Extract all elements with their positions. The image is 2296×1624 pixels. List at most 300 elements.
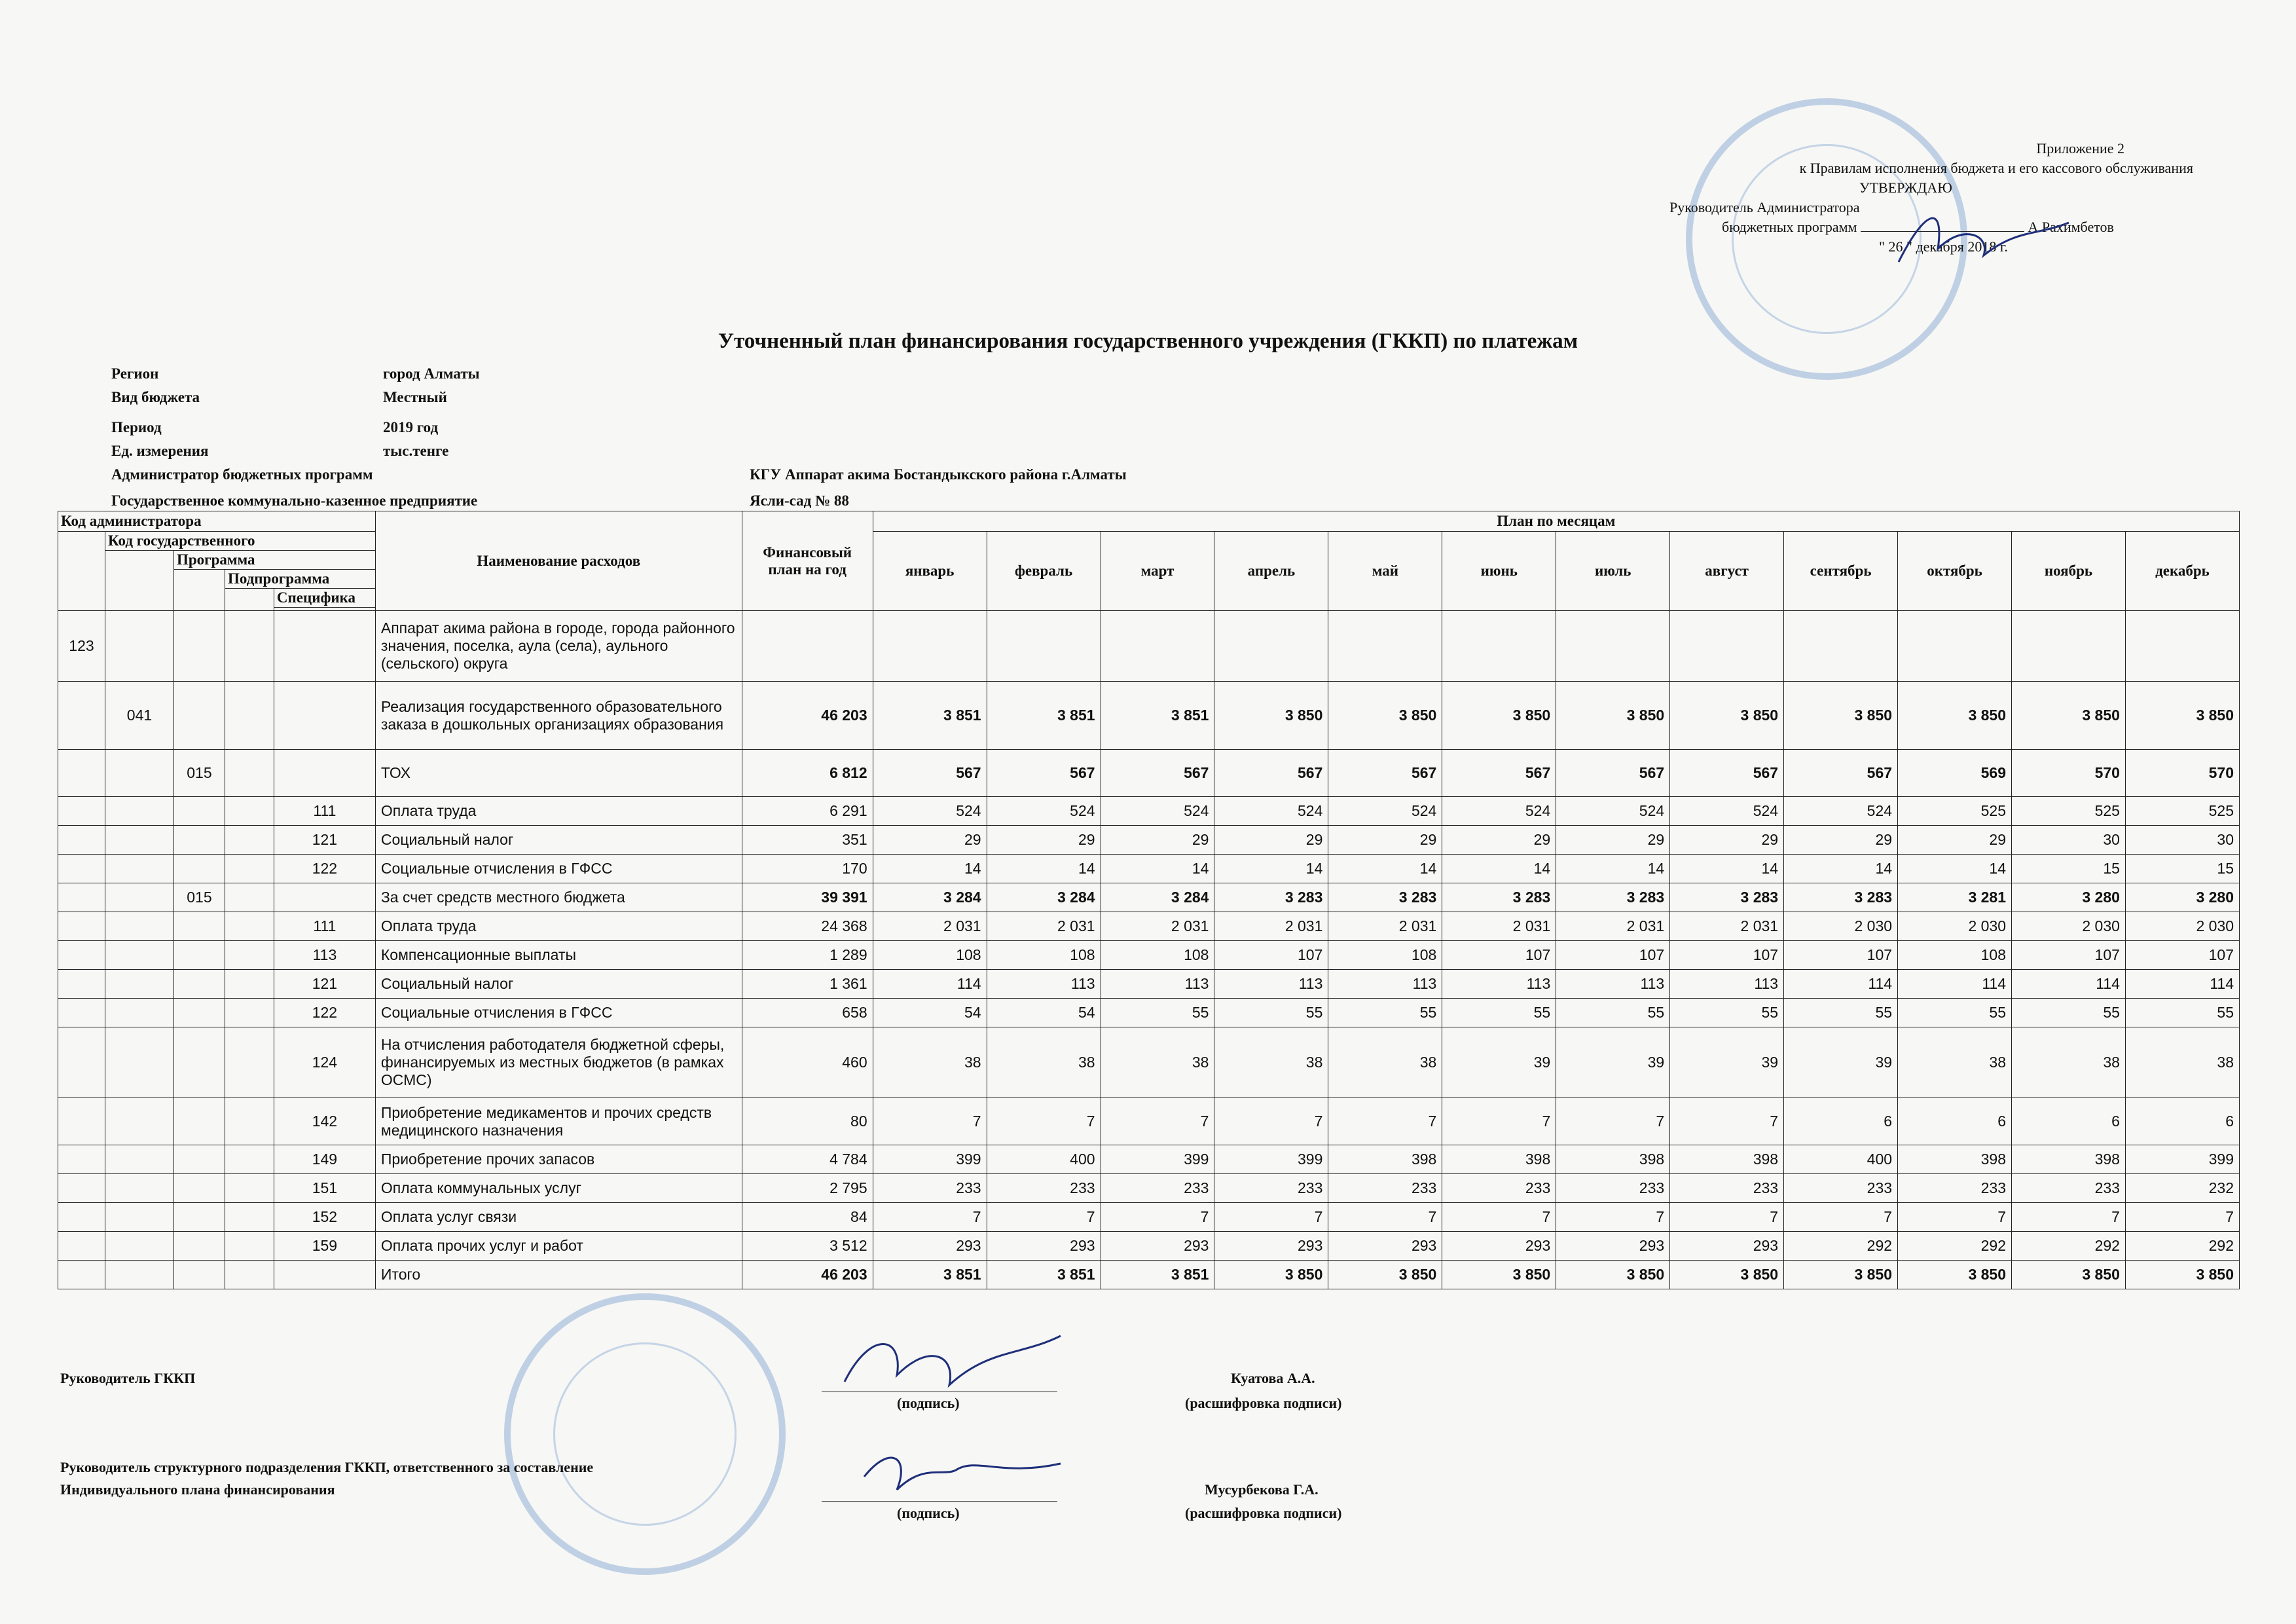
admin-label: Администратор бюджетных программ <box>111 466 373 483</box>
month-header: август <box>1670 532 1784 611</box>
cell-subprogram-code <box>173 1174 225 1203</box>
head-line2-text: бюджетных программ <box>1722 219 1857 235</box>
cell-blank <box>225 1203 274 1232</box>
cell-month-value: 399 <box>1101 1145 1214 1174</box>
cell-annual-plan: 4 784 <box>742 1145 873 1174</box>
cell-blank <box>225 750 274 797</box>
cell-month-value: 7 <box>1214 1098 1328 1145</box>
header-blank-2 <box>105 551 173 611</box>
cell-month-value <box>1101 611 1214 682</box>
table-row <box>58 1174 2240 1203</box>
cell-month-value: 233 <box>2012 1174 2126 1203</box>
cell-month-value: 55 <box>1328 999 1442 1027</box>
region-label: Регион <box>111 365 159 382</box>
page-title: Уточненный план финансирования государственного учреждения (ГККП) по платежам <box>718 329 1578 353</box>
cell-month-value: 55 <box>1556 999 1670 1027</box>
cell-month-value: 7 <box>1442 1203 1556 1232</box>
cell-month-value: 3 850 <box>1898 1261 2012 1289</box>
cell-annual-plan: 2 795 <box>742 1174 873 1203</box>
cell-month-value: 3 850 <box>2012 682 2126 750</box>
cell-month-value: 55 <box>1442 999 1556 1027</box>
header-blank-4 <box>225 589 274 611</box>
month-header: февраль <box>987 532 1101 611</box>
cell-blank <box>225 1098 274 1145</box>
cell-month-value <box>1670 611 1784 682</box>
cell-month-value: 29 <box>1101 826 1214 855</box>
cell-month-value <box>873 611 987 682</box>
cell-subprogram-code <box>173 1261 225 1289</box>
cell-month-value: 293 <box>873 1232 987 1261</box>
cell-month-value: 567 <box>873 750 987 797</box>
cell-month-value: 3 851 <box>987 682 1101 750</box>
cell-month-value: 3 283 <box>1328 883 1442 912</box>
cell-specific-code: 124 <box>274 1027 375 1098</box>
cell-annual-plan: 3 512 <box>742 1232 873 1261</box>
cell-admin-code <box>58 1027 105 1098</box>
cell-subprogram-code: 015 <box>173 883 225 912</box>
cell-month-value: 38 <box>1214 1027 1328 1098</box>
header-name: Наименование расходов <box>375 511 742 611</box>
signature-head <box>825 1323 1074 1401</box>
cell-specific-code: 152 <box>274 1203 375 1232</box>
cell-month-value: 7 <box>1101 1203 1214 1232</box>
cell-specific-code: 142 <box>274 1098 375 1145</box>
period-label: Период <box>111 419 162 435</box>
stamp-bottom <box>504 1293 786 1575</box>
cell-month-value: 3 850 <box>1556 1261 1670 1289</box>
cell-expense-name: Социальные отчисления в ГФСС <box>375 999 742 1027</box>
cell-month-value: 233 <box>1670 1174 1784 1203</box>
cell-month-value: 29 <box>1784 826 1898 855</box>
cell-month-value: 107 <box>1214 941 1328 970</box>
cell-month-value: 114 <box>1784 970 1898 999</box>
cell-annual-plan: 1 361 <box>742 970 873 999</box>
cell-program-code <box>105 999 173 1027</box>
cell-month-value: 14 <box>1101 855 1214 883</box>
cell-month-value: 3 283 <box>1670 883 1784 912</box>
table-row <box>58 970 2240 999</box>
cell-month-value: 399 <box>2125 1145 2239 1174</box>
cell-subprogram-code <box>173 1145 225 1174</box>
cell-month-value: 3 850 <box>1214 1261 1328 1289</box>
cell-month-value: 14 <box>1214 855 1328 883</box>
cell-specific-code: 122 <box>274 855 375 883</box>
header-subprogram: Подпрограмма <box>225 570 375 589</box>
cell-month-value: 7 <box>873 1098 987 1145</box>
cell-month-value: 293 <box>1670 1232 1784 1261</box>
cell-expense-name: Приобретение медикаментов и прочих средств медицинского назначения <box>375 1098 742 1145</box>
cell-annual-plan: 80 <box>742 1098 873 1145</box>
cell-month-value: 114 <box>2012 970 2126 999</box>
cell-month-value: 7 <box>987 1203 1101 1232</box>
cell-month-value: 38 <box>2125 1027 2239 1098</box>
cell-month-value: 30 <box>2125 826 2239 855</box>
cell-month-value: 6 <box>2012 1098 2126 1145</box>
cell-admin-code <box>58 1261 105 1289</box>
cell-month-value: 29 <box>873 826 987 855</box>
cell-month-value: 293 <box>1556 1232 1670 1261</box>
cell-month-value <box>1784 611 1898 682</box>
cell-month-value: 54 <box>987 999 1101 1027</box>
cell-month-value: 7 <box>1101 1098 1214 1145</box>
cell-annual-plan: 6 812 <box>742 750 873 797</box>
cell-subprogram-code <box>173 999 225 1027</box>
cell-blank <box>225 941 274 970</box>
cell-month-value: 107 <box>2125 941 2239 970</box>
cell-month-value: 2 030 <box>1784 912 1898 941</box>
head-name: А.Рахимбетов <box>2028 219 2114 235</box>
month-header: ноябрь <box>2012 532 2126 611</box>
cell-month-value: 7 <box>2012 1203 2126 1232</box>
cell-month-value: 567 <box>1670 750 1784 797</box>
cell-expense-name: Оплата труда <box>375 797 742 826</box>
cell-month-value: 15 <box>2012 855 2126 883</box>
cell-month-value: 113 <box>1442 970 1556 999</box>
cell-annual-plan: 658 <box>742 999 873 1027</box>
month-header: декабрь <box>2125 532 2239 611</box>
cell-month-value: 398 <box>1898 1145 2012 1174</box>
cell-month-value: 38 <box>1898 1027 2012 1098</box>
cell-admin-code <box>58 1174 105 1203</box>
table-row <box>58 999 2240 1027</box>
cell-month-value: 233 <box>873 1174 987 1203</box>
cell-admin-code <box>58 1232 105 1261</box>
cell-month-value: 6 <box>1784 1098 1898 1145</box>
cell-month-value: 14 <box>1670 855 1784 883</box>
cell-month-value: 107 <box>2012 941 2126 970</box>
cell-month-value: 3 851 <box>1101 682 1214 750</box>
cell-program-code <box>105 1203 173 1232</box>
cell-month-value: 38 <box>873 1027 987 1098</box>
cell-program-code <box>105 1098 173 1145</box>
cell-subprogram-code <box>173 941 225 970</box>
month-header: июнь <box>1442 532 1556 611</box>
cell-expense-name: Оплата прочих услуг и работ <box>375 1232 742 1261</box>
cell-admin-code <box>58 912 105 941</box>
appendix-label: Приложение 2 <box>2036 140 2124 157</box>
cell-program-code <box>105 1174 173 1203</box>
header-annual: Финансовый план на год <box>742 511 873 611</box>
cell-subprogram-code: 015 <box>173 750 225 797</box>
cell-blank <box>225 682 274 750</box>
cell-month-value: 3 280 <box>2012 883 2126 912</box>
cell-month-value: 292 <box>2012 1232 2126 1261</box>
cell-specific-code: 151 <box>274 1174 375 1203</box>
cell-month-value: 567 <box>1328 750 1442 797</box>
cell-program-code <box>105 912 173 941</box>
cell-month-value: 293 <box>1328 1232 1442 1261</box>
cell-month-value: 107 <box>1556 941 1670 970</box>
cell-expense-name: Реализация государственного образовательного заказа в дошкольных организациях образования <box>375 682 742 750</box>
cell-month-value: 525 <box>2012 797 2126 826</box>
cell-annual-plan: 6 291 <box>742 797 873 826</box>
cell-annual-plan: 46 203 <box>742 1261 873 1289</box>
cell-month-value: 114 <box>1898 970 2012 999</box>
cell-program-code <box>105 611 173 682</box>
cell-month-value: 107 <box>1670 941 1784 970</box>
head-name-bottom: Куатова А.А. <box>1231 1370 1315 1386</box>
cell-month-value: 14 <box>1328 855 1442 883</box>
period-value: 2019 год <box>383 419 439 435</box>
budget-label: Вид бюджета <box>111 389 200 405</box>
cell-month-value: 14 <box>873 855 987 883</box>
cell-month-value: 7 <box>1670 1203 1784 1232</box>
cell-month-value: 2 031 <box>1328 912 1442 941</box>
cell-month-value: 3 850 <box>1670 682 1784 750</box>
cell-subprogram-code <box>173 970 225 999</box>
admin-value: КГУ Аппарат акима Бостандыкского района г.Алматы <box>750 466 1127 483</box>
cell-month-value: 108 <box>873 941 987 970</box>
cell-admin-code <box>58 1145 105 1174</box>
cell-month-value: 14 <box>1784 855 1898 883</box>
rules-label: к Правилам исполнения бюджета и его кассового обслуживания <box>1799 160 2193 176</box>
cell-blank <box>225 1174 274 1203</box>
cell-specific-code <box>274 682 375 750</box>
cell-annual-plan: 1 289 <box>742 941 873 970</box>
cell-month-value: 55 <box>1214 999 1328 1027</box>
cell-specific-code: 111 <box>274 912 375 941</box>
cell-expense-name: Оплата труда <box>375 912 742 941</box>
cell-month-value: 292 <box>1784 1232 1898 1261</box>
cell-month-value: 113 <box>1214 970 1328 999</box>
cell-month-value: 15 <box>2125 855 2239 883</box>
cell-month-value: 3 850 <box>1328 1261 1442 1289</box>
cell-admin-code <box>58 855 105 883</box>
cell-month-value: 29 <box>1442 826 1556 855</box>
cell-subprogram-code <box>173 682 225 750</box>
cell-month-value: 3 850 <box>1898 682 2012 750</box>
cell-expense-name: ТОХ <box>375 750 742 797</box>
cell-month-value: 55 <box>2125 999 2239 1027</box>
cell-blank <box>225 855 274 883</box>
cell-expense-name: Приобретение прочих запасов <box>375 1145 742 1174</box>
cell-subprogram-code <box>173 912 225 941</box>
cell-month-value: 3 283 <box>1214 883 1328 912</box>
cell-specific-code <box>274 1261 375 1289</box>
cell-month-value: 113 <box>987 970 1101 999</box>
table-row <box>58 1027 2240 1098</box>
table-row <box>58 1232 2240 1261</box>
signature-top <box>1886 196 2082 275</box>
cell-month-value: 108 <box>1898 941 2012 970</box>
cell-month-value: 233 <box>1214 1174 1328 1203</box>
cell-blank <box>225 611 274 682</box>
cell-month-value: 38 <box>1328 1027 1442 1098</box>
cell-month-value: 14 <box>1442 855 1556 883</box>
cell-month-value <box>1214 611 1328 682</box>
cell-month-value: 107 <box>1784 941 1898 970</box>
cell-month-value: 3 850 <box>1442 682 1556 750</box>
cell-month-value: 3 283 <box>1784 883 1898 912</box>
cell-month-value: 400 <box>987 1145 1101 1174</box>
cell-program-code <box>105 826 173 855</box>
cell-month-value: 399 <box>873 1145 987 1174</box>
cell-annual-plan: 39 391 <box>742 883 873 912</box>
cell-specific-code: 111 <box>274 797 375 826</box>
cell-month-value: 398 <box>1670 1145 1784 1174</box>
table-body <box>58 611 2240 1289</box>
budget-value: Местный <box>383 389 447 405</box>
header-program: Программа <box>173 551 375 570</box>
table-row <box>58 826 2240 855</box>
table-row <box>58 682 2240 750</box>
head-line1: Руководитель Администратора <box>1669 199 1860 215</box>
cell-admin-code <box>58 970 105 999</box>
cell-month-value <box>2012 611 2126 682</box>
cell-month-value: 2 031 <box>1442 912 1556 941</box>
cell-subprogram-code <box>173 1203 225 1232</box>
cell-month-value: 569 <box>1898 750 2012 797</box>
table-row <box>58 883 2240 912</box>
cell-month-value: 2 031 <box>1670 912 1784 941</box>
table-row <box>58 1098 2240 1145</box>
cell-month-value: 232 <box>2125 1174 2239 1203</box>
cell-month-value: 233 <box>1101 1174 1214 1203</box>
cell-month-value: 3 850 <box>1328 682 1442 750</box>
cell-blank <box>225 826 274 855</box>
head-label: Руководитель ГККП <box>60 1370 196 1386</box>
cell-program-code <box>105 1145 173 1174</box>
cell-program-code <box>105 750 173 797</box>
cell-month-value: 38 <box>987 1027 1101 1098</box>
cell-month-value: 567 <box>1784 750 1898 797</box>
cell-month-value: 38 <box>2012 1027 2126 1098</box>
month-header: сентябрь <box>1784 532 1898 611</box>
cell-month-value: 524 <box>1101 797 1214 826</box>
cell-expense-name: Аппарат акима района в городе, города районного значения, поселка, аула (села), аульного (сельского) округа <box>375 611 742 682</box>
unit-label: Ед. измерения <box>111 443 209 459</box>
table-row <box>58 611 2240 682</box>
cell-expense-name: Социальные отчисления в ГФСС <box>375 855 742 883</box>
cell-month-value: 2 030 <box>2125 912 2239 941</box>
cell-program-code <box>105 1027 173 1098</box>
header-monthly: План по месяцам <box>873 511 2239 532</box>
cell-month-value: 113 <box>1101 970 1214 999</box>
cell-program-code <box>105 883 173 912</box>
cell-month-value: 524 <box>1556 797 1670 826</box>
cell-month-value: 108 <box>987 941 1101 970</box>
table-row <box>58 797 2240 826</box>
cell-month-value: 233 <box>1556 1174 1670 1203</box>
cell-month-value: 113 <box>1328 970 1442 999</box>
cell-month-value: 567 <box>1101 750 1214 797</box>
table-row <box>58 912 2240 941</box>
cell-subprogram-code <box>173 826 225 855</box>
cell-admin-code <box>58 1203 105 1232</box>
table-row <box>58 1261 2240 1289</box>
cell-month-value: 3 283 <box>1556 883 1670 912</box>
unit-label-1: Руководитель структурного подразделения ГККП, ответственного за составление <box>60 1459 594 1475</box>
cell-month-value: 524 <box>987 797 1101 826</box>
cell-month-value: 108 <box>1328 941 1442 970</box>
cell-month-value: 3 283 <box>1442 883 1556 912</box>
month-header: январь <box>873 532 987 611</box>
enterprise-value: Ясли-сад № 88 <box>750 492 849 509</box>
cell-admin-code <box>58 826 105 855</box>
cell-month-value <box>1556 611 1670 682</box>
cell-admin-code <box>58 999 105 1027</box>
cell-month-value: 113 <box>1556 970 1670 999</box>
cell-month-value: 7 <box>1556 1203 1670 1232</box>
enterprise-label: Государственное коммунально-казенное предприятие <box>111 492 478 509</box>
cell-specific-code: 122 <box>274 999 375 1027</box>
decode-caption-2: (расшифровка подписи) <box>1185 1505 1342 1521</box>
cell-month-value: 3 284 <box>987 883 1101 912</box>
cell-month-value: 525 <box>2125 797 2239 826</box>
table-row <box>58 855 2240 883</box>
cell-month-value: 398 <box>2012 1145 2126 1174</box>
month-header: апрель <box>1214 532 1328 611</box>
cell-month-value: 524 <box>873 797 987 826</box>
table-row <box>58 941 2240 970</box>
cell-month-value: 38 <box>1101 1027 1214 1098</box>
cell-month-value: 2 030 <box>2012 912 2126 941</box>
cell-expense-name: Оплата услуг связи <box>375 1203 742 1232</box>
cell-month-value <box>1328 611 1442 682</box>
cell-program-code <box>105 855 173 883</box>
cell-subprogram-code <box>173 1027 225 1098</box>
cell-month-value: 3 851 <box>873 682 987 750</box>
cell-month-value: 524 <box>1328 797 1442 826</box>
cell-specific-code: 121 <box>274 970 375 999</box>
table-row <box>58 1145 2240 1174</box>
cell-month-value: 400 <box>1784 1145 1898 1174</box>
cell-month-value: 55 <box>2012 999 2126 1027</box>
cell-month-value: 14 <box>1556 855 1670 883</box>
cell-month-value: 233 <box>987 1174 1101 1203</box>
cell-annual-plan: 46 203 <box>742 682 873 750</box>
cell-month-value: 39 <box>1442 1027 1556 1098</box>
cell-month-value <box>987 611 1101 682</box>
cell-month-value: 29 <box>987 826 1101 855</box>
cell-month-value: 2 030 <box>1898 912 2012 941</box>
cell-month-value: 292 <box>2125 1232 2239 1261</box>
approval-date: " 26 " декабря 2018 г. <box>1879 238 2008 255</box>
cell-month-value: 567 <box>1214 750 1328 797</box>
cell-month-value: 7 <box>1670 1098 1784 1145</box>
cell-month-value: 55 <box>1101 999 1214 1027</box>
cell-month-value: 29 <box>1214 826 1328 855</box>
cell-month-value: 2 031 <box>1214 912 1328 941</box>
unit-label-2: Индивидуального плана финансирования <box>60 1481 335 1498</box>
cell-month-value: 14 <box>987 855 1101 883</box>
month-header: май <box>1328 532 1442 611</box>
cell-subprogram-code <box>173 855 225 883</box>
cell-month-value: 54 <box>873 999 987 1027</box>
cell-month-value: 399 <box>1214 1145 1328 1174</box>
cell-admin-code <box>58 682 105 750</box>
region-value: город Алматы <box>383 365 480 382</box>
cell-month-value: 7 <box>873 1203 987 1232</box>
cell-month-value: 7 <box>2125 1203 2239 1232</box>
cell-blank <box>225 883 274 912</box>
cell-subprogram-code <box>173 797 225 826</box>
decode-caption-1: (расшифровка подписи) <box>1185 1395 1342 1411</box>
cell-subprogram-code <box>173 1098 225 1145</box>
cell-month-value: 292 <box>1898 1232 2012 1261</box>
cell-admin-code: 123 <box>58 611 105 682</box>
cell-month-value: 567 <box>1556 750 1670 797</box>
cell-month-value: 3 284 <box>1101 883 1214 912</box>
cell-month-value: 398 <box>1328 1145 1442 1174</box>
cell-month-value: 7 <box>1442 1098 1556 1145</box>
header-admin-code: Код администратора <box>58 511 376 532</box>
cell-month-value: 7 <box>987 1098 1101 1145</box>
cell-month-value <box>2125 611 2239 682</box>
cell-specific-code: 159 <box>274 1232 375 1261</box>
cell-month-value: 3 850 <box>1784 682 1898 750</box>
cell-month-value: 3 850 <box>1784 1261 1898 1289</box>
